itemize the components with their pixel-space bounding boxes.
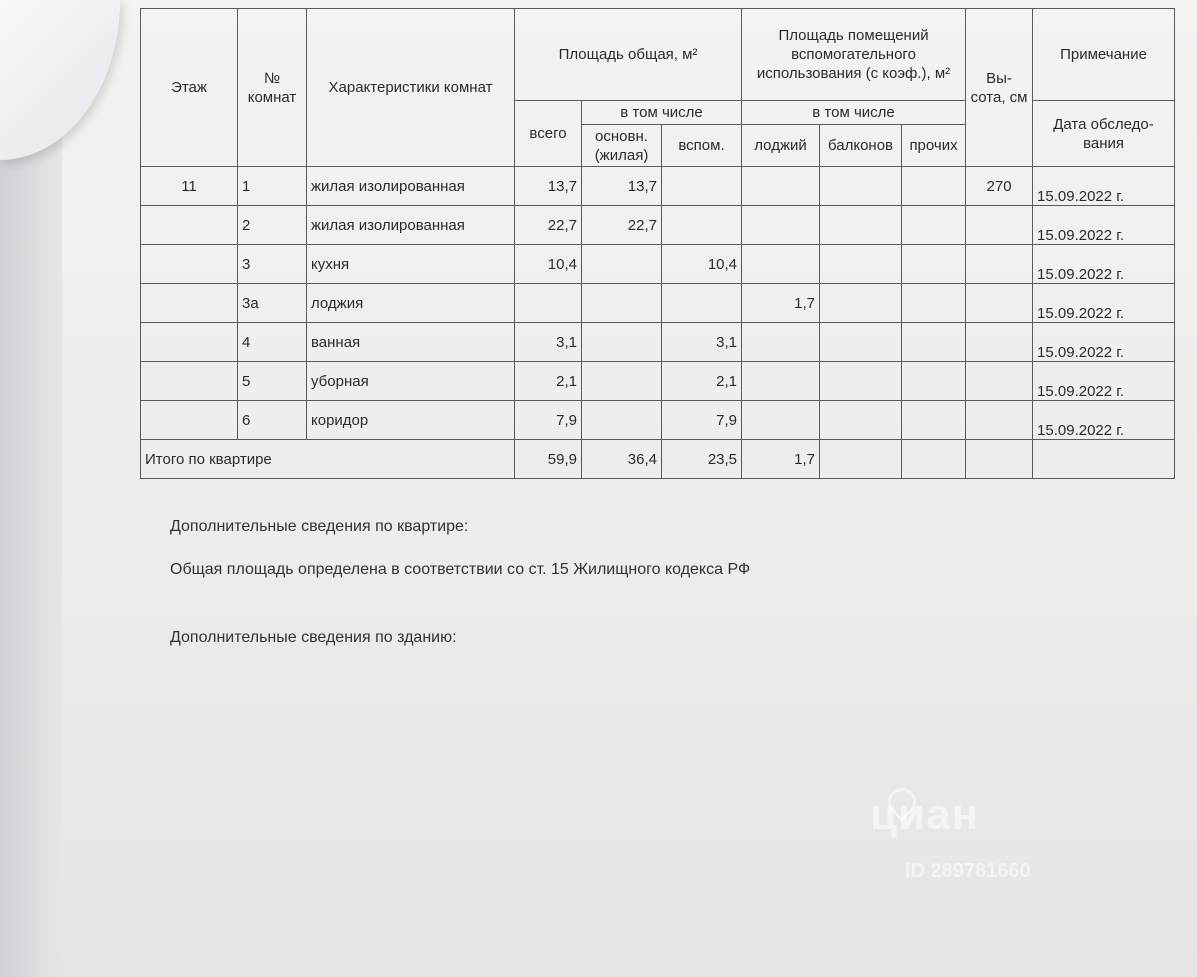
- table-row: [141, 401, 1175, 440]
- cell-other: [902, 206, 966, 245]
- cell-main: 13,7: [582, 167, 662, 206]
- cell-aux: [662, 167, 742, 206]
- cell-height: [966, 401, 1033, 440]
- cell-balcony: [820, 323, 902, 362]
- cell-room-name: жилая изолированная: [307, 206, 515, 245]
- cell-other: [902, 323, 966, 362]
- cell-loggia: 1,7: [742, 284, 820, 323]
- cell-loggia: [742, 362, 820, 401]
- cell-aux: 2,1: [662, 362, 742, 401]
- cell-height: [966, 206, 1033, 245]
- totals-height: [966, 440, 1033, 479]
- cell-balcony: [820, 362, 902, 401]
- cell-floor: 11: [141, 167, 238, 206]
- header-other: прочих: [902, 125, 966, 167]
- table-row: [141, 167, 1175, 206]
- cell-floor: [141, 323, 238, 362]
- cell-loggia: [742, 206, 820, 245]
- cell-aux: [662, 206, 742, 245]
- cell-floor: [141, 245, 238, 284]
- room-area-table: [140, 8, 1175, 479]
- cell-aux: 7,9: [662, 401, 742, 440]
- cell-height: [966, 284, 1033, 323]
- cell-room-no: 6: [238, 401, 307, 440]
- watermark-brand: циан: [870, 790, 980, 839]
- cell-height: 270: [966, 167, 1033, 206]
- cell-room-no: 4: [238, 323, 307, 362]
- cell-height: [966, 362, 1033, 401]
- cell-room-no: 3: [238, 245, 307, 284]
- table-row: [141, 362, 1175, 401]
- header-room-no: № комнат: [238, 9, 307, 167]
- cell-total: [515, 284, 582, 323]
- area-basis-note: Общая площадь определена в соответствии со ст. 15 Жилищного кодекса РФ: [170, 561, 751, 578]
- cell-room-no: 1: [238, 167, 307, 206]
- header-total-area: Площадь общая, м²: [515, 9, 742, 101]
- header-incl: в том числе: [582, 101, 742, 125]
- header-loggias: лоджий: [742, 125, 820, 167]
- cell-main: [582, 362, 662, 401]
- cell-aux: 3,1: [662, 323, 742, 362]
- cell-total: 2,1: [515, 362, 582, 401]
- cell-loggia: [742, 401, 820, 440]
- header-incl-aux: в том числе: [742, 101, 966, 125]
- cell-loggia: [742, 167, 820, 206]
- cell-balcony: [820, 167, 902, 206]
- cell-other: [902, 362, 966, 401]
- header-characteristics: Характеристики комнат: [307, 9, 515, 167]
- cell-aux: 10,4: [662, 245, 742, 284]
- watermark-id: ID 289781660: [905, 860, 1031, 882]
- cell-main: [582, 401, 662, 440]
- cell-other: [902, 284, 966, 323]
- cell-room-name: коридор: [307, 401, 515, 440]
- building-info-heading: Дополнительные сведения по зданию:: [170, 629, 457, 646]
- cell-main: [582, 284, 662, 323]
- cell-loggia: [742, 245, 820, 284]
- cell-date: 15.09.2022 г.: [1033, 362, 1175, 401]
- cell-total: 13,7: [515, 167, 582, 206]
- totals-total: 59,9: [515, 440, 582, 479]
- cell-room-name: лоджия: [307, 284, 515, 323]
- cell-total: 10,4: [515, 245, 582, 284]
- totals-aux: 23,5: [662, 440, 742, 479]
- cell-height: [966, 323, 1033, 362]
- totals-other: [902, 440, 966, 479]
- cell-room-no: 2: [238, 206, 307, 245]
- cell-date: 15.09.2022 г.: [1033, 206, 1175, 245]
- table-row: [141, 206, 1175, 245]
- cell-balcony: [820, 245, 902, 284]
- cell-loggia: [742, 323, 820, 362]
- cell-date: 15.09.2022 г.: [1033, 284, 1175, 323]
- cell-floor: [141, 362, 238, 401]
- cell-height: [966, 245, 1033, 284]
- cell-balcony: [820, 206, 902, 245]
- cell-main: [582, 323, 662, 362]
- cell-other: [902, 167, 966, 206]
- cell-date: 15.09.2022 г.: [1033, 401, 1175, 440]
- table-row: [141, 245, 1175, 284]
- header-balconies: балконов: [820, 125, 902, 167]
- header-survey-date: Дата обследо-вания: [1033, 101, 1175, 167]
- cell-floor: [141, 284, 238, 323]
- table-row: [141, 323, 1175, 362]
- cell-room-no: 3а: [238, 284, 307, 323]
- table-row: [141, 284, 1175, 323]
- cell-other: [902, 401, 966, 440]
- cell-main: [582, 245, 662, 284]
- cell-room-name: ванная: [307, 323, 515, 362]
- totals-main: 36,4: [582, 440, 662, 479]
- cell-main: 22,7: [582, 206, 662, 245]
- header-floor: Этаж: [141, 9, 238, 167]
- cell-floor: [141, 401, 238, 440]
- cell-total: 7,9: [515, 401, 582, 440]
- header-aux: вспом.: [662, 125, 742, 167]
- totals-balcony: [820, 440, 902, 479]
- totals-label: Итого по квартире: [141, 440, 515, 479]
- cell-balcony: [820, 284, 902, 323]
- header-all: всего: [515, 101, 582, 167]
- totals-loggia: 1,7: [742, 440, 820, 479]
- header-height: Вы-сота, см: [966, 9, 1033, 167]
- cell-room-name: кухня: [307, 245, 515, 284]
- cell-room-no: 5: [238, 362, 307, 401]
- cell-balcony: [820, 401, 902, 440]
- cell-aux: [662, 284, 742, 323]
- cell-floor: [141, 206, 238, 245]
- cell-room-name: жилая изолированная: [307, 167, 515, 206]
- totals-date: [1033, 440, 1175, 479]
- cell-total: 22,7: [515, 206, 582, 245]
- cell-other: [902, 245, 966, 284]
- totals-row: [141, 440, 1175, 479]
- header-main-living: основн. (жилая): [582, 125, 662, 167]
- cell-date: 15.09.2022 г.: [1033, 167, 1175, 206]
- cell-room-name: уборная: [307, 362, 515, 401]
- cell-date: 15.09.2022 г.: [1033, 323, 1175, 362]
- header-remark: Примечание: [1033, 9, 1175, 101]
- header-aux-area: Площадь помещений вспомогательного использования (с коэф.), м²: [742, 9, 966, 101]
- cell-total: 3,1: [515, 323, 582, 362]
- apartment-info-heading: Дополнительные сведения по квартире:: [170, 518, 469, 535]
- cell-date: 15.09.2022 г.: [1033, 245, 1175, 284]
